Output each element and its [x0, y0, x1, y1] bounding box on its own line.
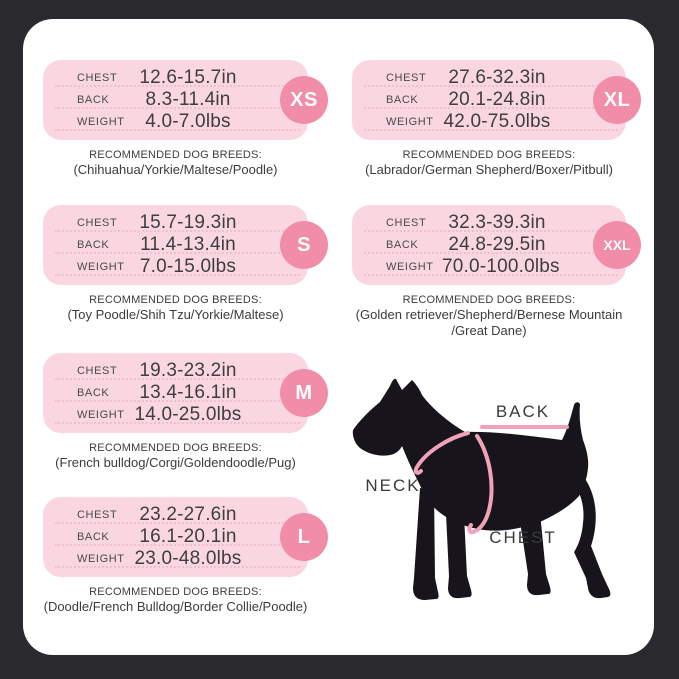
back-value: 11.4-13.4in — [140, 234, 236, 255]
recommended-breeds: (Chihuahua/Yorkie/Maltese/Poodle) — [73, 162, 278, 177]
size-card-xs — [43, 60, 318, 140]
chest-value: 19.3-23.2in — [139, 360, 237, 381]
size-group-xl — [352, 60, 631, 177]
size-card-xl — [352, 60, 631, 140]
measure-label-chest: CHEST — [77, 72, 118, 84]
size-group-xs — [43, 60, 318, 177]
size-card-l — [43, 497, 311, 577]
weight-value: 70.0-100.0lbs — [442, 256, 560, 277]
recommended-heading: RECOMMENDED DOG BREEDS: — [402, 149, 576, 161]
measure-row-weight — [77, 111, 294, 133]
chest-value: 27.6-32.3in — [448, 67, 546, 88]
measure-label-back: BACK — [386, 94, 419, 106]
size-badge-m — [280, 369, 328, 417]
recommended-breeds: (Doodle/French Bulldog/Border Collie/Poodle) — [43, 599, 308, 614]
size-badge-s — [280, 221, 328, 269]
measure-row-weight — [77, 404, 294, 426]
diagram-back-label: BACK — [495, 402, 551, 421]
size-badge-l — [280, 513, 328, 561]
size-group-l — [43, 497, 311, 614]
measure-label-weight: WEIGHT — [386, 116, 434, 128]
dog-hind-leg-near — [518, 508, 551, 595]
back-value: 16.1-20.1in — [139, 526, 237, 547]
measure-row-chest — [386, 67, 612, 89]
diagram-neck-label: NECK — [365, 476, 421, 495]
recommended-breeds: (Golden retriever/Shepherd/Bernese Mountain — [355, 307, 623, 322]
measure-label-back: BACK — [77, 531, 110, 543]
chest-value: 32.3-39.3in — [448, 212, 546, 233]
measure-row-chest — [77, 212, 294, 234]
measure-label-back: BACK — [77, 94, 110, 106]
measure-label-weight: WEIGHT — [77, 553, 125, 565]
measure-label-weight: WEIGHT — [77, 409, 125, 421]
measure-label-chest: CHEST — [77, 509, 118, 521]
measure-row-back — [386, 89, 612, 111]
size-badge-label: S — [297, 233, 311, 256]
size-badge-label: XS — [290, 88, 318, 111]
recommended-heading: RECOMMENDED DOG BREEDS: — [89, 149, 262, 161]
size-badge-xs — [280, 76, 328, 124]
measure-row-weight — [77, 256, 294, 278]
measure-row-chest — [386, 212, 612, 234]
measure-row-weight — [77, 548, 294, 570]
size-badge-label: L — [297, 525, 311, 548]
size-card-xxl — [352, 205, 631, 285]
recommended-heading: RECOMMENDED DOG BREEDS: — [89, 294, 262, 306]
weight-value: 7.0-15.0lbs — [139, 256, 237, 277]
recommended-heading: RECOMMENDED DOG BREEDS: — [89, 586, 262, 598]
back-value: 8.3-11.4in — [145, 89, 231, 110]
size-group-m — [43, 353, 313, 470]
diagram-chest-label: CHEST — [489, 528, 557, 547]
weight-value: 42.0-75.0lbs — [443, 111, 551, 132]
chest-value: 12.6-15.7in — [139, 67, 237, 88]
size-badge-xl — [593, 76, 641, 124]
weight-value: 14.0-25.0lbs — [134, 404, 242, 425]
measure-label-chest: CHEST — [386, 72, 427, 84]
recommended-heading: RECOMMENDED DOG BREEDS: — [89, 442, 262, 454]
measure-row-back — [77, 89, 294, 111]
measure-row-chest — [77, 360, 294, 382]
measure-label-chest: CHEST — [77, 217, 118, 229]
size-badge-label: XXL — [603, 237, 631, 253]
measure-label-weight: WEIGHT — [77, 116, 125, 128]
weight-value: 4.0-7.0lbs — [145, 111, 231, 132]
measure-label-back: BACK — [77, 387, 110, 399]
size-badge-label: M — [295, 381, 313, 404]
measure-row-back — [77, 234, 294, 256]
measure-label-weight: WEIGHT — [77, 261, 125, 273]
back-value: 13.4-16.1in — [139, 382, 237, 403]
recommended-breeds: (Labrador/German Shepherd/Boxer/Pitbull) — [365, 162, 613, 177]
measure-row-chest — [77, 67, 294, 89]
measure-row-back — [77, 526, 294, 548]
measure-row-chest — [77, 504, 294, 526]
measure-row-back — [77, 382, 294, 404]
size-card-s — [43, 205, 311, 285]
size-group-s — [43, 205, 311, 322]
recommended-breeds-line2: /Great Dane) — [451, 323, 527, 338]
weight-value: 23.0-48.0lbs — [134, 548, 242, 569]
recommended-heading: RECOMMENDED DOG BREEDS: — [402, 294, 576, 306]
chest-value: 15.7-19.3in — [139, 212, 237, 233]
measure-label-back: BACK — [77, 239, 110, 251]
size-badge-xxl — [593, 221, 641, 269]
size-group-xxl — [352, 205, 631, 338]
measure-row-weight — [386, 111, 612, 133]
recommended-breeds: (French bulldog/Corgi/Goldendoodle/Pug) — [55, 455, 296, 470]
back-value: 24.8-29.5in — [448, 234, 546, 255]
back-value: 20.1-24.8in — [448, 89, 546, 110]
measure-label-chest: CHEST — [77, 365, 118, 377]
measure-label-back: BACK — [386, 239, 419, 251]
measure-row-weight — [386, 256, 612, 278]
measure-row-back — [386, 234, 612, 256]
chest-value: 23.2-27.6in — [139, 504, 237, 525]
measure-label-weight: WEIGHT — [386, 261, 434, 273]
measure-label-chest: CHEST — [386, 217, 427, 229]
recommended-breeds: (Toy Poodle/Shih Tzu/Yorkie/Maltese) — [67, 307, 284, 322]
size-badge-label: XL — [603, 88, 631, 111]
size-card-m — [43, 353, 313, 433]
